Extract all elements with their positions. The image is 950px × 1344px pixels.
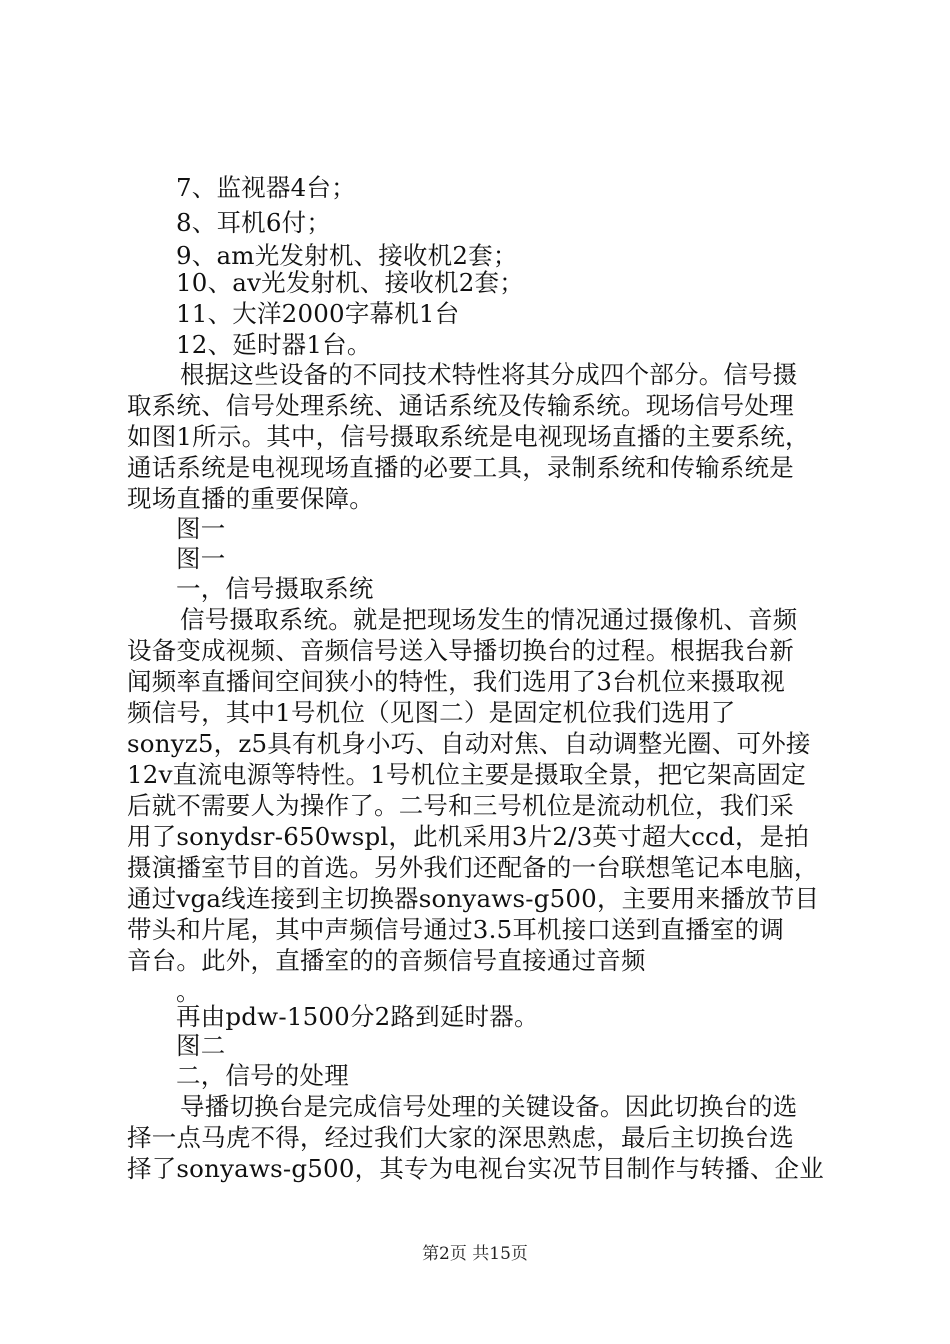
text-line: 闻频率直播间空间狭小的特性，我们选用了3台机位来摄取视 (127, 667, 785, 696)
text-line: 10、av光发射机、接收机2套； (176, 268, 524, 297)
text-line: 11、大洋2000字幕机1台 (176, 299, 460, 328)
text-line: 12、延时器1台。 (176, 330, 372, 359)
text-line: 12v直流电源等特性。1号机位主要是摄取全景，把它架高固定 (127, 760, 806, 789)
figure-caption: 图一 (176, 514, 226, 543)
figure-caption: 图一 (176, 544, 226, 573)
text-line: 通话系统是电视现场直播的必要工具，录制系统和传输系统是 (127, 453, 794, 482)
page-number: 第2页 共15页 (422, 1244, 528, 1264)
text-line: 7、监视器4台； (176, 173, 356, 202)
text-line: 音台。此外，直播室的的音频信号直接通过音频 (127, 946, 646, 975)
section-heading: 一，信号摄取系统 (176, 574, 374, 603)
text-line: 后就不需要人为操作了。二号和三号机位是流动机位，我们采 (127, 791, 794, 820)
text-line: 9、am光发射机、接收机2套； (176, 241, 518, 270)
text-line: 用了sonydsr-650wspl，此机采用3片2/3英寸超大ccd，是拍 (127, 822, 810, 851)
text-line: 8、耳机6付； (176, 208, 332, 237)
text-line: 择一点马虎不得，经过我们大家的深思熟虑，最后主切换台选 (127, 1123, 794, 1152)
text-line: 摄演播室节目的首选。另外我们还配备的一台联想笔记本电脑， (127, 853, 819, 882)
text-line: 如图1所示。其中，信号摄取系统是电视现场直播的主要系统， (127, 422, 810, 451)
text-line: 设备变成视频、音频信号送入导播切换台的过程。根据我台新 (127, 636, 794, 665)
text-line: 择了sonyaws-g500，其专为电视台实况节目制作与转播、企业 (127, 1154, 824, 1183)
text-line: 再由pdw-1500分2路到延时器。 (176, 1002, 539, 1031)
text-line: 带头和片尾，其中声频信号通过3.5耳机接口送到直播室的调 (127, 915, 785, 944)
text-line: 导播切换台是完成信号处理的关键设备。因此切换台的选 (180, 1092, 798, 1121)
figure-caption: 图二 (176, 1031, 226, 1060)
text-line: 频信号，其中1号机位（见图二）是固定机位我们选用了 (127, 698, 736, 727)
text-line: 取系统、信号处理系统、通话系统及传输系统。现场信号处理 (127, 391, 794, 420)
section-heading: 二，信号的处理 (176, 1061, 349, 1090)
text-line: 。 (176, 977, 201, 1006)
text-line: sonyz5，z5具有机身小巧、自动对焦、自动调整光圈、可外接 (127, 729, 811, 758)
text-line: 信号摄取系统。就是把现场发生的情况通过摄像机、音频 (180, 605, 798, 634)
text-line: 现场直播的重要保障。 (127, 484, 374, 513)
text-line: 通过vga线连接到主切换器sonyaws-g500，主要用来播放节目 (127, 884, 820, 913)
text-line: 根据这些设备的不同技术特性将其分成四个部分。信号摄 (180, 360, 798, 389)
